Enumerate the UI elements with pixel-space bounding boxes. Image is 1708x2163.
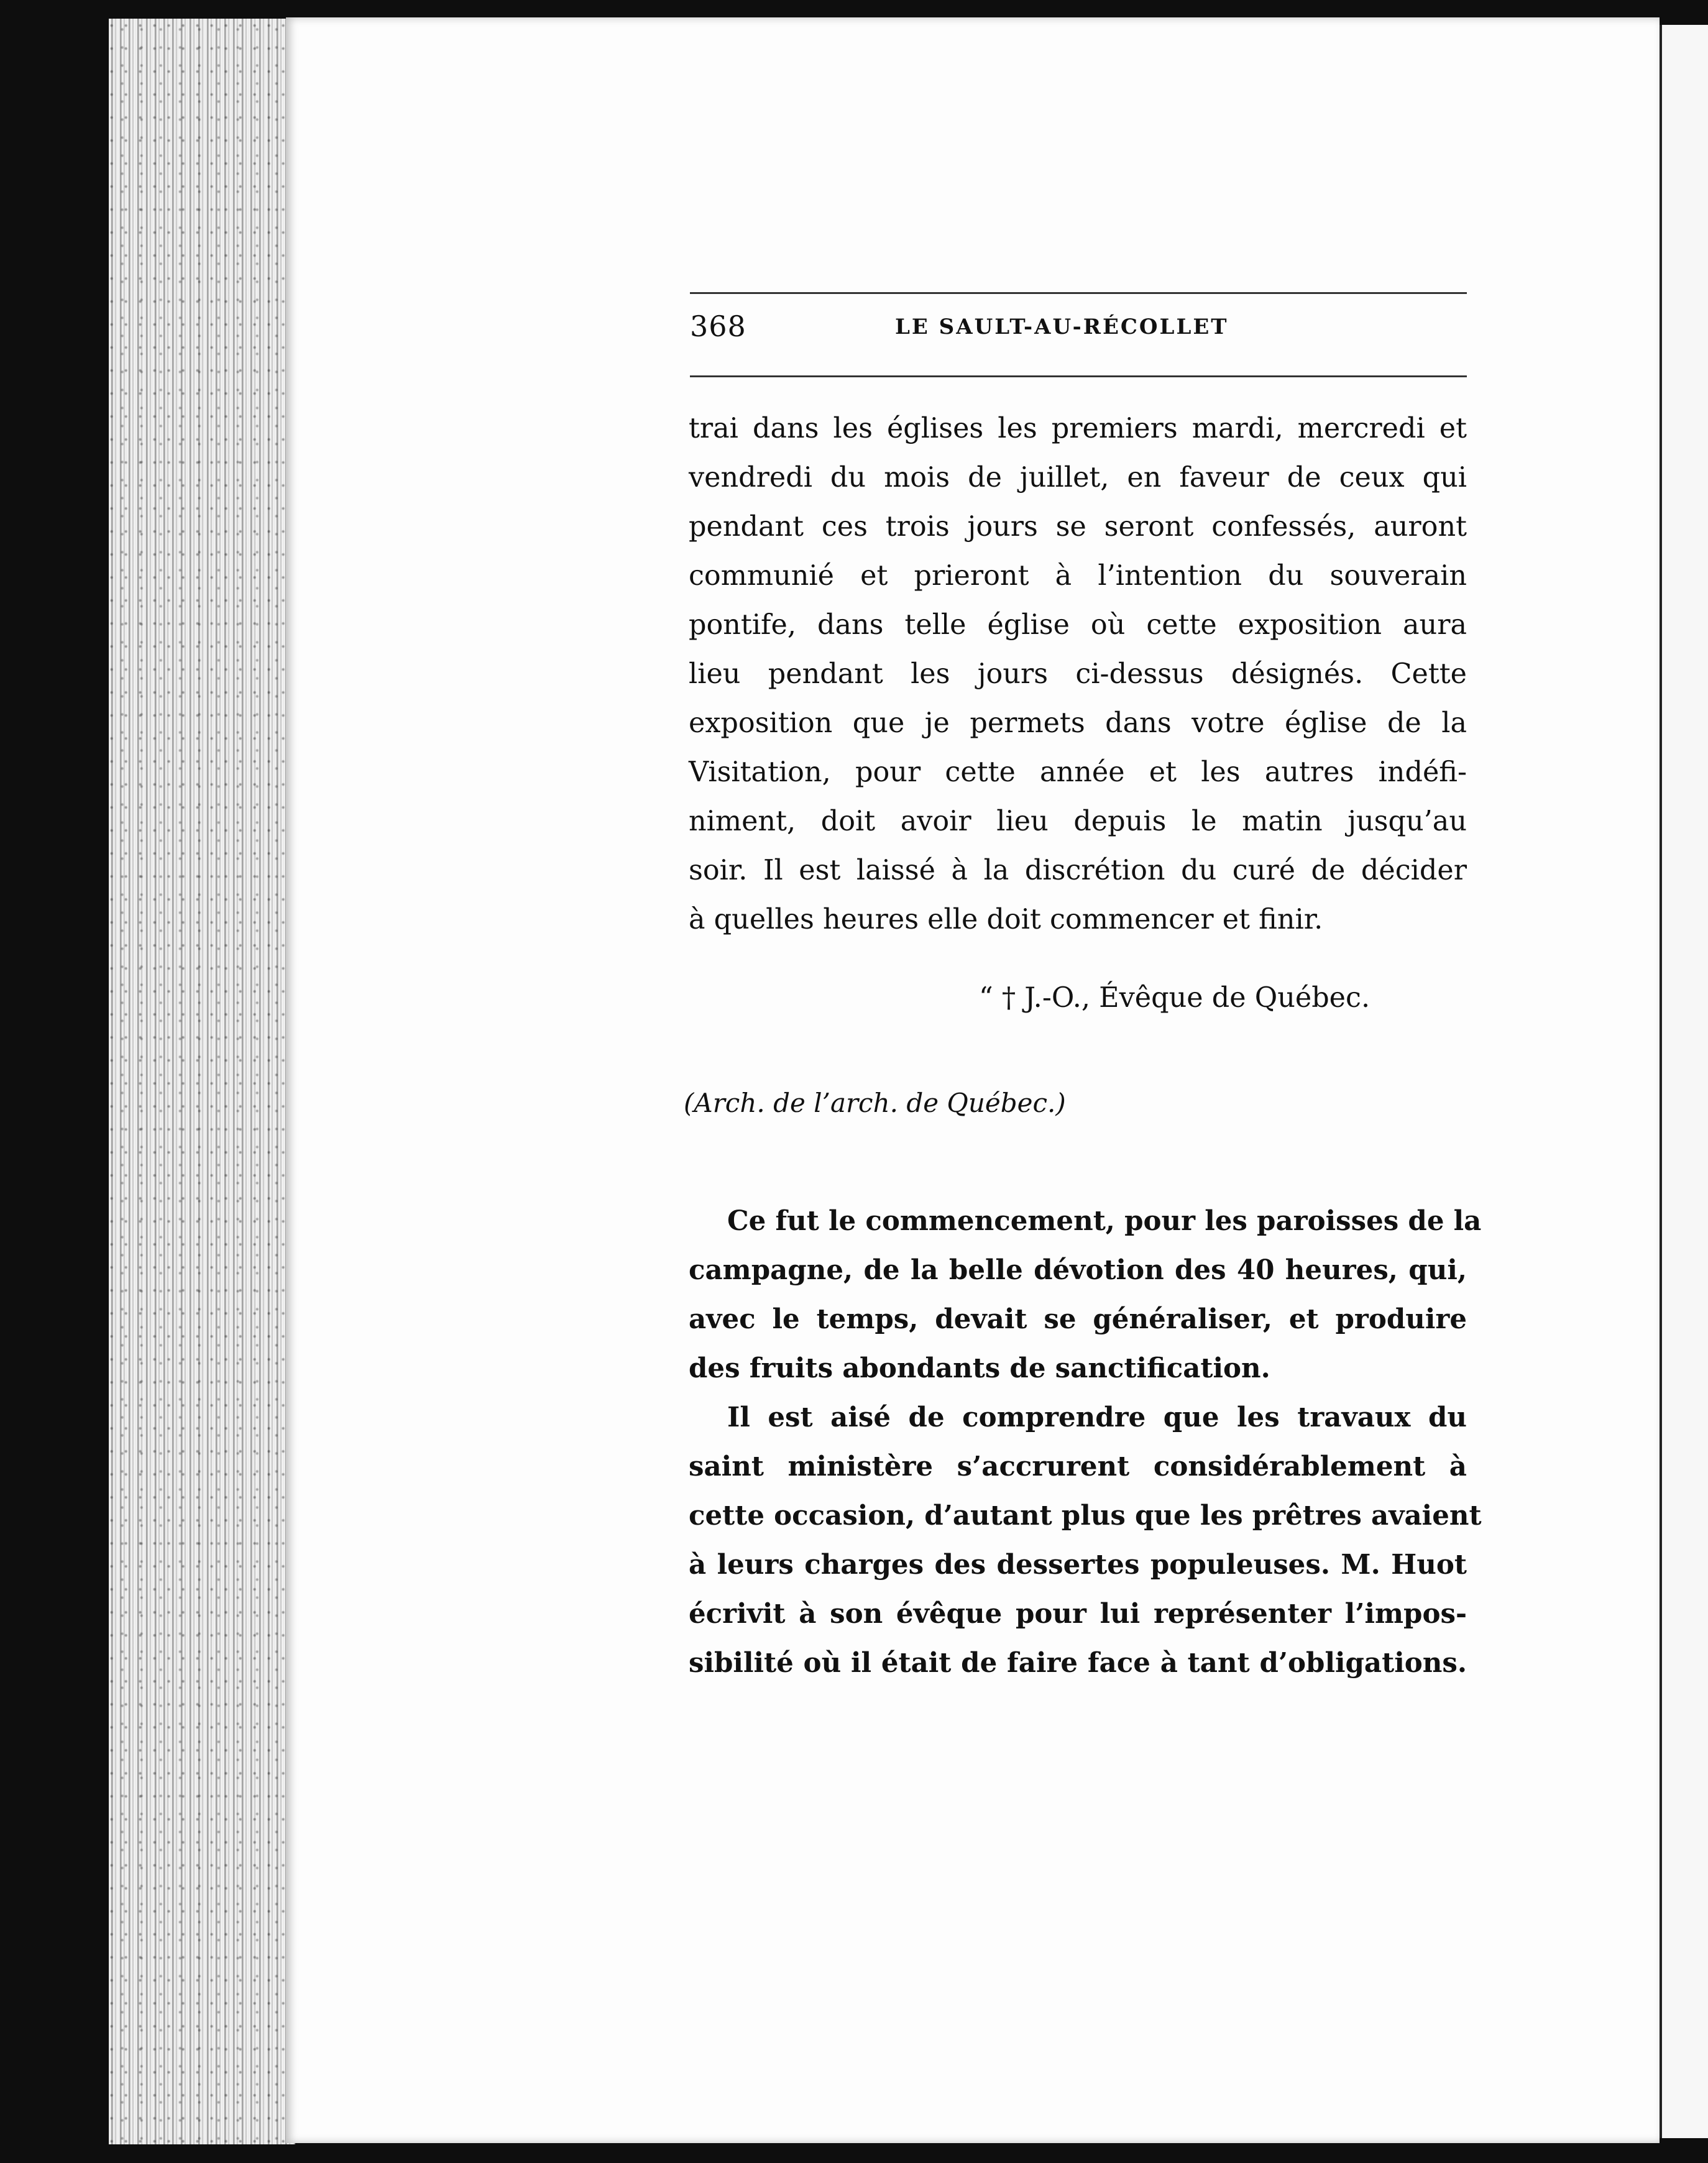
header-top-rule xyxy=(690,292,1467,294)
text-line: vendredi du mois de juillet, en faveur de ceux qui xyxy=(689,462,1467,494)
text-line: trai dans les églises les premiers mardi, mercredi et xyxy=(689,413,1467,444)
text-line: cette occasion, d’autant plus que les prêtres avaient xyxy=(689,1500,1482,1532)
text-line: saint ministère s’accrurent considérablement à xyxy=(689,1451,1467,1482)
text-line: pendant ces trois jours se seront confessés, auront xyxy=(689,511,1467,543)
paragraph-3 xyxy=(689,1393,1482,1688)
page-header xyxy=(690,310,1467,353)
running-title: LE SAULT-AU-RÉCOLLET xyxy=(895,315,1229,339)
text-line: Ce fut le commencement, pour les paroisses de la xyxy=(727,1205,1482,1237)
text-line: écrivit à son évêque pour lui représenter l’impos- xyxy=(689,1598,1467,1630)
page-number: 368 xyxy=(690,310,746,343)
text-line: avec le temps, devait se généraliser, et produire xyxy=(689,1303,1467,1335)
text-line: à leurs charges des dessertes populeuses. M. Huot xyxy=(689,1549,1467,1581)
signature: “ † J.-O., Évêque de Québec. xyxy=(979,982,1371,1014)
paragraph-1 xyxy=(689,404,1467,944)
text-line: à quelles heures elle doit commencer et finir. xyxy=(689,904,1323,935)
paragraph-2 xyxy=(689,1196,1482,1393)
text-line: communié et prieront à l’intention du souverain xyxy=(689,560,1467,592)
source-note: (Arch. de l’arch. de Québec.) xyxy=(684,1088,1066,1118)
text-line: campagne, de la belle dévotion des 40 heures, qui, xyxy=(689,1254,1467,1286)
text-line: pontife, dans telle église où cette exposition aura xyxy=(689,609,1467,641)
text-line: Visitation, pour cette année et les autres indéfi- xyxy=(689,756,1467,788)
facing-page-edge xyxy=(1660,25,1708,2138)
text-line: niment, doit avoir lieu depuis le matin jusqu’au xyxy=(689,806,1467,837)
text-line: Il est aisé de comprendre que les travaux du xyxy=(727,1402,1467,1433)
text-line: sibilité où il était de faire face à tant d’obligations. xyxy=(689,1647,1467,1679)
page-edges xyxy=(109,19,295,2144)
text-line: exposition que je permets dans votre église de la xyxy=(689,707,1467,739)
text-line: lieu pendant les jours ci-dessus désignés. Cette xyxy=(689,658,1467,690)
header-bottom-rule xyxy=(690,375,1467,377)
text-line: soir. Il est laissé à la discrétion du curé de décider xyxy=(689,855,1467,886)
text-line: des fruits abondants de sanctification. xyxy=(689,1352,1270,1384)
